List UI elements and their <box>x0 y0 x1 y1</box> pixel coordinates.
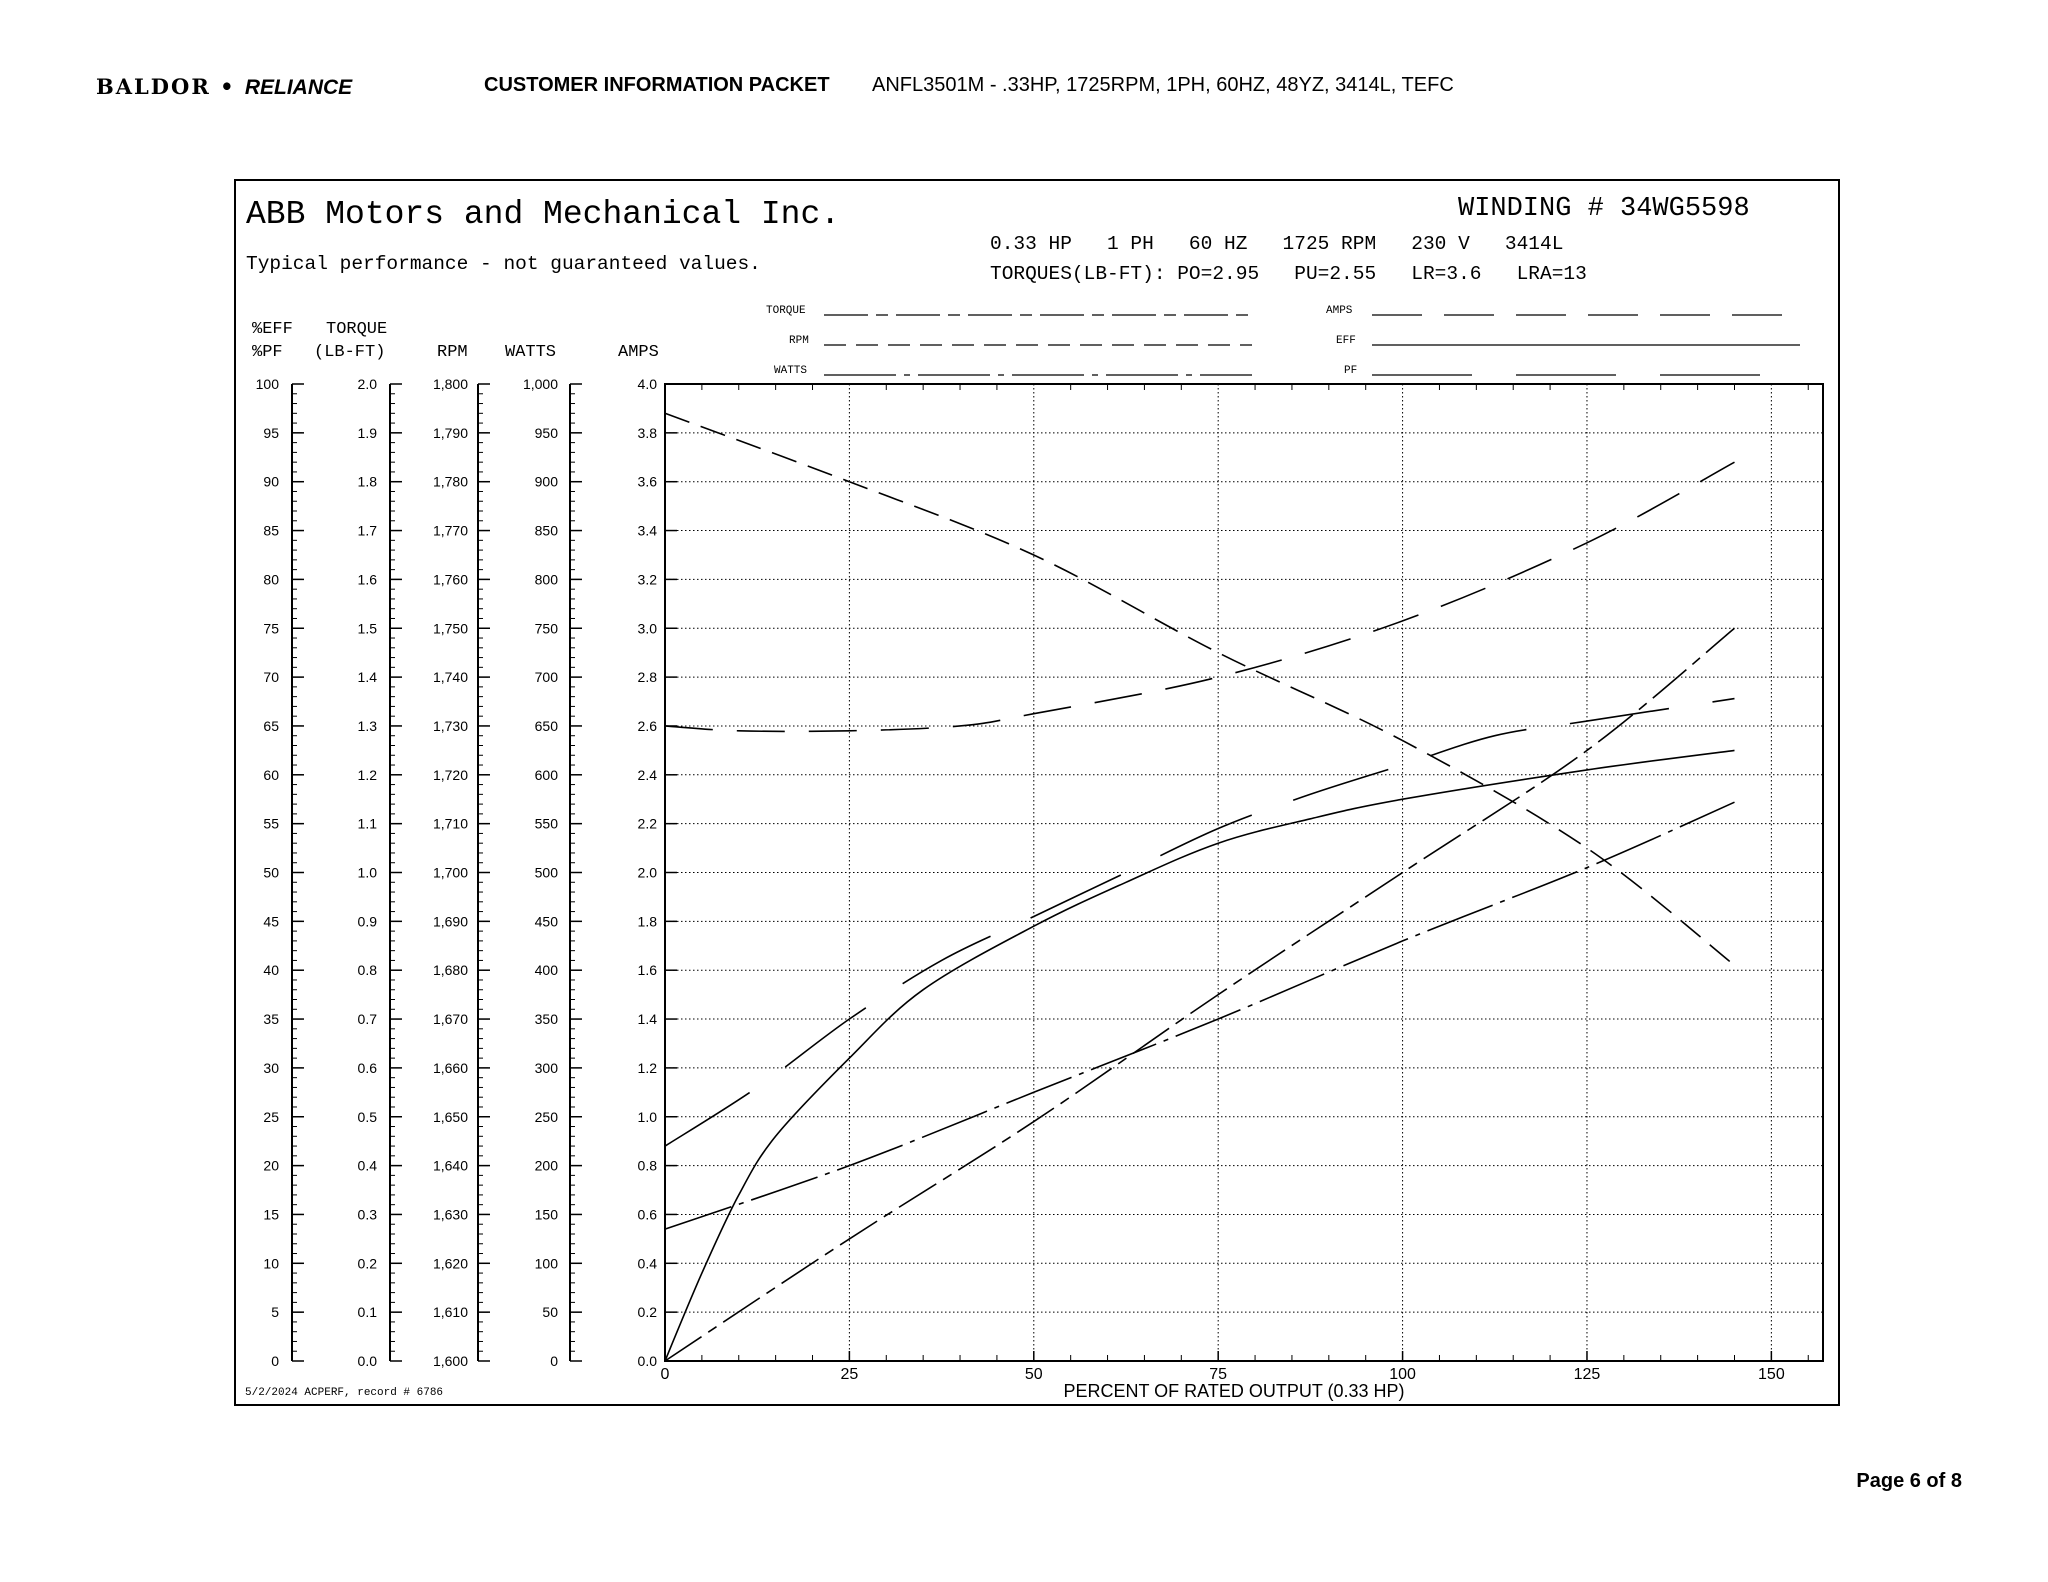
torque-tick-label: 0.7 <box>357 1011 377 1028</box>
rpm-tick-label: 1,720 <box>432 766 468 783</box>
sheet-subtitle: Typical performance - not guaranteed values. <box>246 253 761 275</box>
watts-tick-label: 0 <box>550 1353 558 1369</box>
amps-tick-label: 4.0 <box>637 376 657 392</box>
watts-tick-label: 250 <box>534 1108 558 1125</box>
amps-series-line <box>665 462 1735 731</box>
x-tick-label: 75 <box>1209 1366 1228 1383</box>
torque-tick-label: 0.3 <box>357 1206 377 1223</box>
watts-tick-label: 950 <box>534 424 558 441</box>
rpm-tick-label: 1,670 <box>432 1011 468 1028</box>
legend-watts-label: WATTS <box>774 365 808 377</box>
torque-tick-label: 2.0 <box>357 376 377 392</box>
watts-tick-label: 550 <box>534 815 558 832</box>
rpm-tick-label: 1,620 <box>432 1255 468 1272</box>
watts-header: WATTS <box>505 343 557 362</box>
torque-tick-label: 0.1 <box>357 1304 377 1321</box>
torque-tick-label: 0.6 <box>357 1059 377 1076</box>
torque-tick-label: 1.1 <box>357 815 377 832</box>
amps-tick-label: 2.6 <box>637 717 657 734</box>
x-tick-label: 150 <box>1758 1366 1785 1383</box>
eff-pf-tick-label: 5 <box>271 1304 279 1321</box>
watts-tick-label: 450 <box>534 913 558 930</box>
watts-tick-label: 750 <box>534 620 558 637</box>
torque-unit-header: (LB-FT) <box>314 343 386 362</box>
amps-tick-label: 1.8 <box>637 913 657 930</box>
eff-pf-tick-label: 65 <box>263 717 279 734</box>
eff-pf-tick-label: 50 <box>263 864 279 881</box>
amps-tick-label: 0.8 <box>637 1157 657 1174</box>
eff-pf-tick-label: 80 <box>263 571 279 588</box>
torque-tick-label: 0.2 <box>357 1255 377 1272</box>
amps-tick-label: 1.6 <box>637 962 657 979</box>
torque-tick-label: 1.8 <box>357 473 377 490</box>
watts-tick-label: 700 <box>534 669 558 686</box>
rpm-tick-label: 1,710 <box>432 815 468 832</box>
watts-tick-label: 50 <box>542 1304 558 1321</box>
torque-tick-label: 0.8 <box>357 962 377 979</box>
watts-tick-label: 800 <box>534 571 558 588</box>
rpm-tick-label: 1,640 <box>432 1157 468 1174</box>
torque-tick-label: 1.4 <box>357 669 377 686</box>
eff-pf-tick-label: 20 <box>263 1157 279 1174</box>
packet-title: CUSTOMER INFORMATION PACKET <box>484 74 830 96</box>
winding-number: WINDING # 34WG5598 <box>1458 194 1750 224</box>
amps-tick-label: 2.8 <box>637 669 657 686</box>
torque-tick-label: 0.0 <box>357 1353 377 1369</box>
x-tick-label: 100 <box>1389 1366 1416 1383</box>
watts-series-line <box>665 802 1735 1229</box>
brand-separator: • <box>220 74 236 99</box>
rpm-tick-label: 1,610 <box>432 1304 468 1321</box>
eff-pf-tick-label: 55 <box>263 815 279 832</box>
legend-torque-label: TORQUE <box>766 305 806 317</box>
amps-tick-label: 0.6 <box>637 1206 657 1223</box>
eff-pf-tick-label: 0 <box>271 1353 279 1369</box>
amps-tick-label: 1.2 <box>637 1059 657 1076</box>
eff-pf-tick-label: 10 <box>263 1255 279 1272</box>
page-number: Page 6 of 8 <box>1856 1470 1962 1492</box>
legend-pf-label: PF <box>1344 365 1358 377</box>
watts-tick-label: 300 <box>534 1059 558 1076</box>
rpm-tick-label: 1,700 <box>432 864 468 881</box>
torque-tick-label: 1.6 <box>357 571 377 588</box>
amps-tick-label: 3.0 <box>637 620 657 637</box>
rpm-series-line <box>665 413 1735 965</box>
watts-tick-label: 350 <box>534 1011 558 1028</box>
legend-amps-label: AMPS <box>1326 305 1353 317</box>
legend-eff-label: EFF <box>1336 335 1356 347</box>
torque-tick-label: 1.3 <box>357 717 377 734</box>
torque-tick-label: 0.4 <box>357 1157 377 1174</box>
eff-pf-tick-label: 40 <box>263 962 279 979</box>
legend-rpm-label: RPM <box>789 335 809 347</box>
amps-tick-label: 2.4 <box>637 766 657 783</box>
watts-tick-label: 100 <box>534 1255 558 1272</box>
rpm-tick-label: 1,730 <box>432 717 468 734</box>
torque-tick-label: 1.0 <box>357 864 377 881</box>
eff-pf-tick-label: 15 <box>263 1206 279 1223</box>
brand-baldor: BALDOR <box>96 74 211 99</box>
model-description: ANFL3501M - .33HP, 1725RPM, 1PH, 60HZ, 48YZ, 3414L, TEFC <box>872 74 1454 96</box>
amps-tick-label: 0.0 <box>637 1353 657 1369</box>
rpm-tick-label: 1,790 <box>432 424 468 441</box>
eff-pf-tick-label: 90 <box>263 473 279 490</box>
rpm-tick-label: 1,770 <box>432 522 468 539</box>
rpm-header: RPM <box>437 343 468 362</box>
pf-series-line <box>665 699 1735 1147</box>
torque-tick-label: 1.9 <box>357 424 377 441</box>
rpm-tick-label: 1,780 <box>432 473 468 490</box>
eff-pf-tick-label: 100 <box>255 376 279 392</box>
rpm-tick-label: 1,630 <box>432 1206 468 1223</box>
rpm-tick-label: 1,600 <box>432 1353 468 1369</box>
rating-line: 0.33 HP 1 PH 60 HZ 1725 RPM 230 V 3414L <box>990 233 1564 255</box>
eff-pf-tick-label: 45 <box>263 913 279 930</box>
eff-header: %EFF <box>252 320 293 339</box>
rpm-tick-label: 1,760 <box>432 571 468 588</box>
torque-tick-label: 1.5 <box>357 620 377 637</box>
amps-tick-label: 1.0 <box>637 1108 657 1125</box>
watts-tick-label: 500 <box>534 864 558 881</box>
amps-tick-label: 0.4 <box>637 1255 657 1272</box>
record-footer: 5/2/2024 ACPERF, record # 6786 <box>245 1387 444 1399</box>
rpm-tick-label: 1,680 <box>432 962 468 979</box>
rpm-tick-label: 1,690 <box>432 913 468 930</box>
amps-tick-label: 3.6 <box>637 473 657 490</box>
torque-tick-label: 1.2 <box>357 766 377 783</box>
watts-tick-label: 600 <box>534 766 558 783</box>
watts-tick-label: 150 <box>534 1206 558 1223</box>
torque-tick-label: 0.9 <box>357 913 377 930</box>
rpm-tick-label: 1,740 <box>432 669 468 686</box>
rpm-tick-label: 1,650 <box>432 1108 468 1125</box>
torque-header: TORQUE <box>326 320 388 339</box>
company-name: ABB Motors and Mechanical Inc. <box>246 196 841 233</box>
rpm-tick-label: 1,660 <box>432 1059 468 1076</box>
amps-tick-label: 3.2 <box>637 571 657 588</box>
eff-pf-tick-label: 60 <box>263 766 279 783</box>
eff-pf-tick-label: 85 <box>263 522 279 539</box>
torque-tick-label: 1.7 <box>357 522 377 539</box>
eff-series-line <box>665 750 1735 1361</box>
x-axis-label: PERCENT OF RATED OUTPUT (0.33 HP) <box>1063 1381 1405 1401</box>
eff-pf-tick-label: 35 <box>263 1011 279 1028</box>
watts-tick-label: 400 <box>534 962 558 979</box>
x-tick-label: 25 <box>840 1366 859 1383</box>
x-tick-label: 0 <box>660 1366 670 1383</box>
rpm-tick-label: 1,750 <box>432 620 468 637</box>
watts-tick-label: 850 <box>534 522 558 539</box>
eff-pf-tick-label: 30 <box>263 1059 279 1076</box>
rpm-tick-label: 1,800 <box>432 376 468 392</box>
watts-tick-label: 900 <box>534 473 558 490</box>
amps-tick-label: 2.0 <box>637 864 657 881</box>
torque-series-line <box>665 628 1735 1361</box>
watts-tick-label: 1,000 <box>522 376 558 392</box>
torque-tick-label: 0.5 <box>357 1108 377 1125</box>
pf-header: %PF <box>252 343 283 362</box>
amps-header: AMPS <box>618 343 659 362</box>
eff-pf-tick-label: 95 <box>263 424 279 441</box>
eff-pf-tick-label: 70 <box>263 669 279 686</box>
amps-tick-label: 3.4 <box>637 522 657 539</box>
amps-tick-label: 2.2 <box>637 815 657 832</box>
amps-tick-label: 1.4 <box>637 1011 657 1028</box>
x-tick-label: 125 <box>1573 1366 1601 1383</box>
amps-tick-label: 0.2 <box>637 1304 657 1321</box>
watts-tick-label: 200 <box>534 1157 558 1174</box>
amps-tick-label: 3.8 <box>637 424 657 441</box>
brand-reliance: RELIANCE <box>244 76 353 99</box>
eff-pf-tick-label: 75 <box>263 620 279 637</box>
watts-tick-label: 650 <box>534 717 558 734</box>
torques-line: TORQUES(LB-FT): PO=2.95 PU=2.55 LR=3.6 LRA=13 <box>990 263 1587 285</box>
eff-pf-tick-label: 25 <box>263 1108 279 1125</box>
x-tick-label: 50 <box>1024 1366 1043 1383</box>
